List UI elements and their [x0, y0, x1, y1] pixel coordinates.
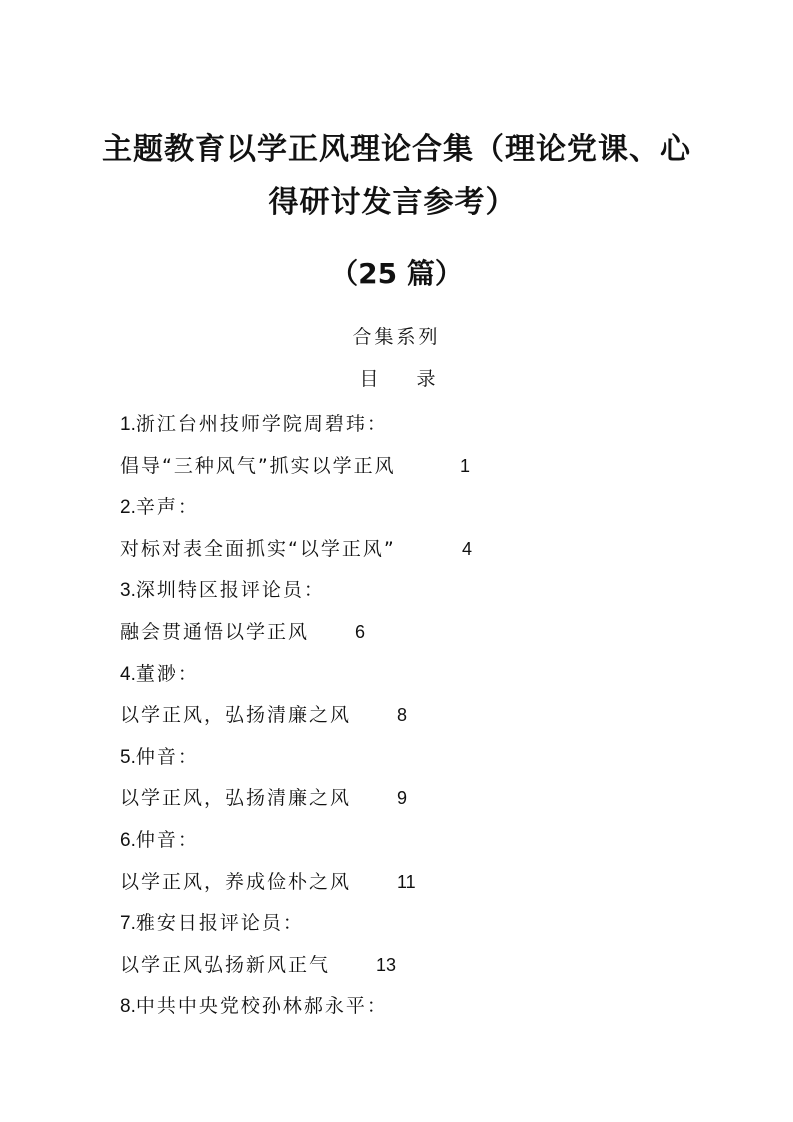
toc-author-row [120, 404, 680, 446]
toc-title: 以学正风，弘扬清廉之风 [120, 787, 352, 810]
toc-page-number: 4 [462, 538, 473, 559]
toc-author-row [120, 903, 680, 945]
toc-item-number: 8. [120, 996, 136, 1018]
document-title-line-1: 主题教育以学正风理论合集（理论党课、心 [102, 132, 691, 167]
toc-page-number: 8 [397, 705, 408, 726]
toc-item-number: 2. [120, 497, 136, 519]
toc-author-row [120, 654, 680, 696]
toc-item-number: 3. [120, 580, 136, 602]
toc-item-number: 5. [120, 746, 136, 768]
toc-page-number: 9 [397, 788, 408, 809]
toc-title: 融会贯通悟以学正风 [120, 620, 310, 643]
toc-title-row[interactable] [120, 945, 680, 987]
toc-page-number: 1 [460, 455, 471, 476]
toc-title-row[interactable] [120, 695, 680, 737]
toc-author-row [120, 820, 680, 862]
toc-author-row [120, 737, 680, 779]
toc-title-row[interactable] [120, 612, 680, 654]
toc-title-row[interactable] [120, 446, 680, 488]
toc-page-number: 13 [376, 954, 397, 975]
toc-author: 浙江台州技师学院周碧玮： [135, 413, 388, 435]
toc-author-row [120, 487, 680, 529]
toc-author: 雅安日报评论员： [135, 912, 304, 935]
toc-author: 仲音： [135, 745, 199, 768]
toc-title: 以学正风，养成俭朴之风 [120, 870, 352, 893]
toc-author: 辛声： [135, 496, 199, 519]
table-of-contents [120, 404, 680, 1028]
toc-title-row[interactable] [120, 529, 680, 571]
toc-author: 董渺： [135, 662, 199, 685]
toc-page-number: 6 [355, 621, 366, 642]
toc-title: 以学正风，弘扬清廉之风 [120, 704, 352, 727]
article-count: （25 篇） [330, 257, 463, 290]
toc-title: 对标对表全面抓实“以学正风” [120, 537, 396, 560]
document-title-line-2: 得研讨发言参考） [268, 185, 517, 220]
toc-item-number: 4. [120, 663, 136, 685]
toc-title-row[interactable] [120, 778, 680, 820]
toc-author: 深圳特区报评论员： [135, 579, 325, 602]
toc-author-row [120, 570, 680, 612]
toc-item-number: 1. [120, 414, 136, 435]
toc-page-number: 11 [397, 871, 416, 892]
toc-heading: 目录 [359, 368, 474, 390]
toc-author-row [120, 986, 680, 1028]
toc-item-number: 6. [120, 829, 136, 851]
toc-title-row[interactable] [120, 862, 680, 904]
toc-item-number: 7. [120, 913, 136, 935]
series-label: 合集系列 [352, 326, 441, 348]
toc-author: 仲音： [135, 828, 199, 851]
toc-title: 倡导“三种风气”抓实以学正风 [120, 454, 396, 477]
toc-author: 中共中央党校孙林郝永平： [135, 995, 388, 1018]
toc-title: 以学正风弘扬新风正气 [120, 953, 331, 976]
